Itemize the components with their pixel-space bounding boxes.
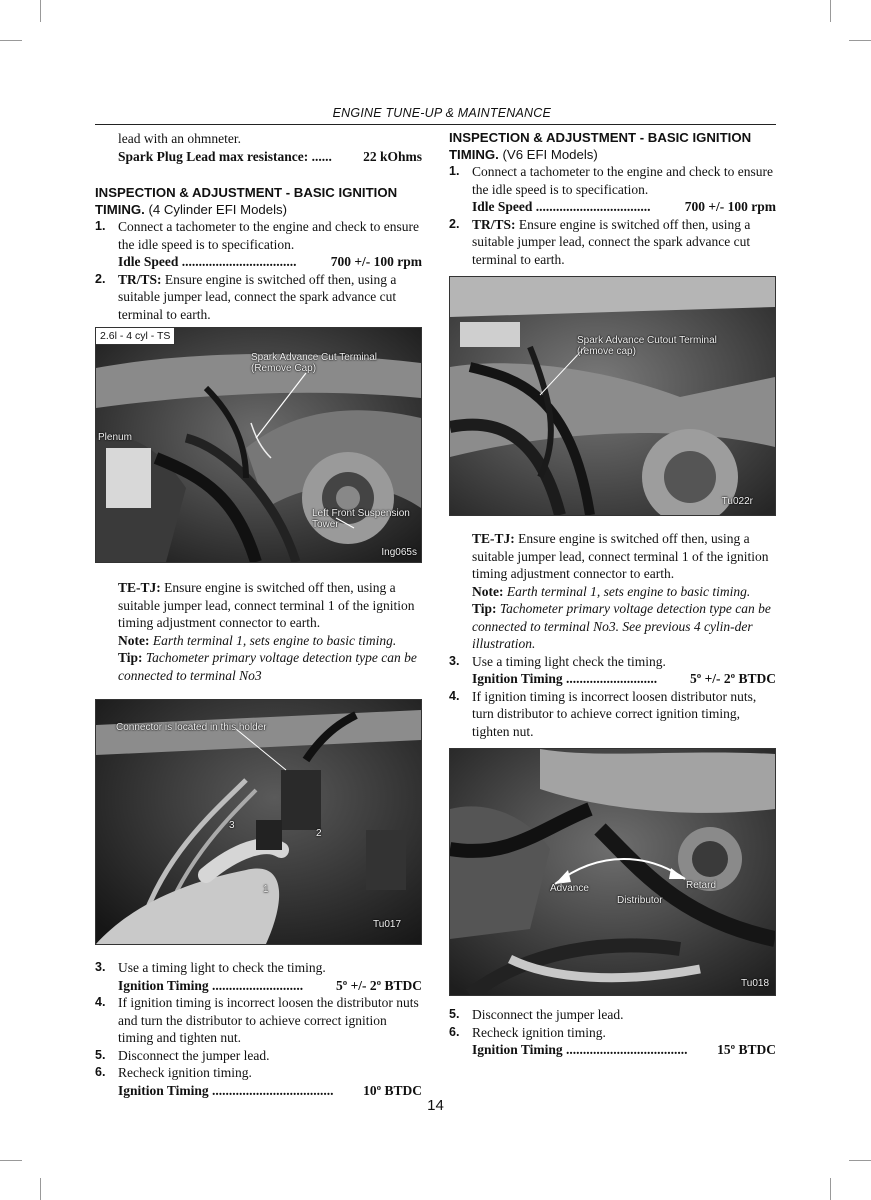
photo-4cyl-spark-advance [95, 327, 422, 563]
label-plenum: Plenum [98, 432, 132, 443]
section-heading: INSPECTION & ADJUSTMENT - BASIC IGNITION TIMING. (V6 EFI Models) [449, 130, 752, 162]
label-spark-advance-cutout: Spark Advance Cutout Terminal (remove cap) [577, 335, 717, 357]
label-suspension-tower: Left Front Suspension Tower [312, 508, 410, 530]
crop-mark [40, 0, 41, 22]
step-1: 1. Connect a tachometer to the engine and check to ensure the idle speed is to specification. [95, 219, 420, 252]
crop-mark [849, 1160, 871, 1161]
label-advance: Advance [550, 883, 589, 894]
photo-code: Ing065s [381, 547, 417, 558]
page-number: 14 [427, 1097, 444, 1114]
v6-engine-bay-photo [450, 277, 775, 515]
crop-mark [830, 1178, 831, 1200]
tip: Tip: Tachometer primary voltage detection type can be connected to terminal No3. See previous 4 cylin-der illustration. [472, 601, 771, 651]
step-1: 1. Connect a tachometer to the engine and check to ensure the idle speed is to specification. [449, 164, 774, 197]
te-tj-instruction: TE-TJ: Ensure engine is switched off then, using a suitable jumper lead, connect terminal 1 of the ignition timing adjustment connector to earth. [118, 580, 415, 630]
intro-text: lead with an ohmneter. [118, 131, 241, 146]
spark-plug-spec: Spark Plug Lead max resistance: ...... 22 kOhms [118, 148, 422, 164]
crop-mark [849, 40, 871, 41]
idle-speed-spec: Idle Speed .................................. 700 +/- 100 rpm [472, 199, 776, 214]
label-terminal-3: 3 [229, 820, 235, 831]
crop-mark [830, 0, 831, 22]
photo-code: Tu018 [741, 978, 769, 989]
note: Note: Earth terminal 1, sets engine to basic timing. [118, 632, 397, 648]
photo-v6-spark-advance [449, 276, 776, 516]
step-4: 4. If ignition timing is incorrect loosen the distributor nuts and turn the distributor to achieve correct ignition timing and tighten nut. [95, 995, 419, 1045]
label-distributor: Distributor [617, 895, 663, 906]
page-header [95, 104, 776, 125]
label-connector-holder: Connector is located in this holder [116, 722, 267, 733]
step-5: 5. Disconnect the jumper lead. [449, 1007, 624, 1022]
final-timing-spec: Ignition Timing .................................... 15º BTDC [472, 1042, 776, 1057]
photo-4cyl-connector [95, 699, 422, 945]
ignition-timing-spec: Ignition Timing ........................... 5º +/- 2º BTDC [118, 977, 422, 993]
section-heading: INSPECTION & ADJUSTMENT - BASIC IGNITION TIMING. (4 Cylinder EFI Models) [95, 185, 398, 217]
crop-mark [40, 1178, 41, 1200]
step-4: 4. If ignition timing is incorrect loosen distributor nuts, turn distributor to achieve correct ignition timing, tighten nut. [449, 688, 757, 739]
ignition-timing-spec: Ignition Timing ........................... 5º +/- 2º BTDC [472, 671, 776, 686]
label-retard: Retard [686, 880, 717, 891]
label-spark-advance: Spark Advance Cut Terminal (Remove Cap) [251, 352, 377, 374]
te-tj-instruction: TE-TJ: Ensure engine is switched off then, using a suitable jumper lead, connect terminal 1 of the ignition timing adjustment connector to earth. [472, 531, 769, 581]
crop-mark [0, 40, 22, 41]
connector-photo [96, 700, 421, 944]
step-3: 3. Use a timing light check the timing. [449, 653, 666, 669]
label-terminal-1: 1 [263, 884, 269, 895]
photo-v6-distributor [449, 748, 776, 996]
tip: Tip: Tachometer primary voltage detection type can be connected to terminal No3 [118, 650, 417, 683]
distributor-photo [450, 749, 775, 995]
step-5: 5. Disconnect the jumper lead. [95, 1047, 270, 1063]
left-column [95, 130, 422, 1099]
step-6: 6. Recheck ignition timing. [95, 1065, 252, 1080]
header-title: ENGINE TUNE-UP & MAINTENANCE [332, 106, 551, 120]
note: Note: Earth terminal 1, sets engine to basic timing. [472, 583, 751, 599]
step-2: 2. TR/TS: Ensure engine is switched off then, using a suitable jumper lead, connect the spark advance cut terminal to earth. [449, 216, 751, 267]
right-column [449, 130, 776, 1059]
label-terminal-2: 2 [316, 828, 322, 839]
step-6: 6. Recheck ignition timing. [449, 1024, 606, 1040]
final-timing-spec: Ignition Timing .................................... 10º BTDC [118, 1082, 422, 1098]
photo-code: Tu022r [721, 496, 753, 507]
photo-code: Tu017 [373, 919, 401, 930]
photo-tag: 2.6l - 4 cyl - TS [96, 328, 175, 345]
crop-mark [0, 1160, 22, 1161]
step-3: 3. Use a timing light to check the timing. [95, 960, 326, 975]
idle-speed-spec: Idle Speed .................................. 700 +/- 100 rpm [118, 254, 422, 269]
step-2: 2. TR/TS: Ensure engine is switched off then, using a suitable jumper lead, connect the spark advance cut terminal to earth. [95, 271, 397, 322]
